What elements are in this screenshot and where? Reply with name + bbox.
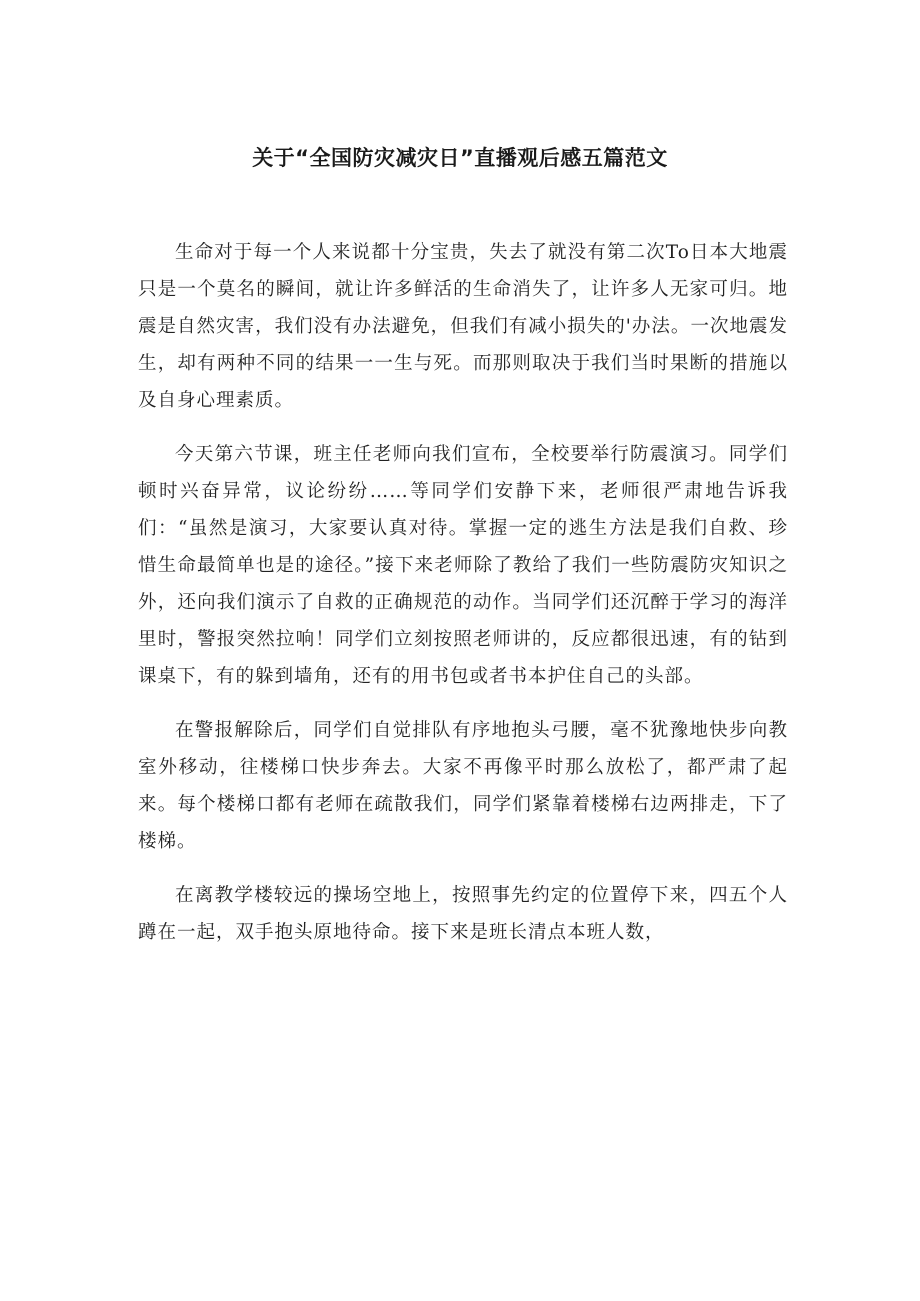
paragraph-4: 在离教学楼较远的操场空地上，按照事先约定的位置停下来，四五个人蹲在一起，双手抱头原地待命。接下来是班长清点本班人数，	[138, 885, 788, 943]
paragraph-2: 今天第六节课，班主任老师向我们宣布，全校要举行防震演习。同学们顿时兴奋异常，议论纷纷……等同学们安静下来，老师很严肃地告诉我们：“虽然是演习，大家要认真对待。掌握一定的逃生方法是我们自救、珍惜生命最简单也是的途径。”接下来老师除了教给了我们一些防震防灾知识之外，还向我们演示了自救的正确规范的动作。当同学们还沉醉于学习的海洋里时，警报突然拉响！同学们立刻按照老师讲的，反应都很迅速，有的钻到课桌下，有的躲到墙角，还有的用书包或者书本护住自己的头部。	[138, 444, 788, 687]
paragraph-3: 在警报解除后，同学们自觉排队有序地抱头弓腰，毫不犹豫地快步向教室外移动，往楼梯口快步奔去。大家不再像平时那么放松了，都严肃了起来。每个楼梯口都有老师在疏散我们，同学们紧靠着楼梯右边两排走，下了楼梯。	[138, 720, 788, 852]
document-title: 关于“全国防灾减灾日”直播观后感五篇范文	[252, 146, 668, 170]
document-body	[138, 234, 788, 951]
paragraph-1: 生命对于每一个人来说都十分宝贵，失去了就没有第二次To日本大地震只是一个莫名的瞬间，就让许多鲜活的生命消失了，让许多人无家可归。地震是自然灾害，我们没有办法避免，但我们有减小损失的'办法。一次地震发生，却有两种不同的结果一一生与死。而那则取决于我们当时果断的措施以及自身心理素质。	[138, 242, 788, 411]
